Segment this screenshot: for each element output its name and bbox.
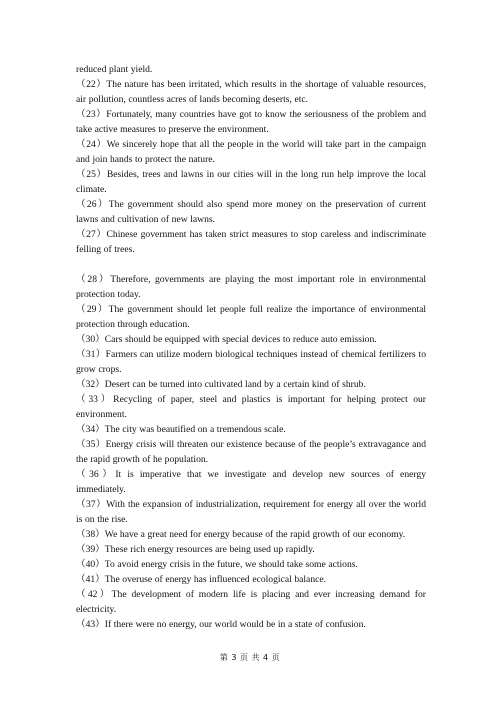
paragraph-continuation: reduced plant yield. bbox=[76, 64, 153, 75]
paragraph-25: （25）Besides, trees and lawns in our cities will in the long run help improve the local climate. bbox=[76, 169, 426, 195]
paragraph-38: （38）We have a great need for energy because of the rapid growth of our economy. bbox=[76, 529, 406, 540]
paragraph-34: （34）The city was beautified on a tremendous scale. bbox=[76, 424, 286, 435]
paragraph-42: （42）The development of modern life is placing and ever increasing demand for electricity. bbox=[76, 589, 426, 615]
paragraph-29: （29）The government should let people full realize the importance of environmental protection through education. bbox=[76, 304, 426, 330]
paragraph-37: （37）With the expansion of industrialization, requirement for energy all over the world is on the rise. bbox=[76, 499, 426, 525]
paragraph-27: （27）Chinese government has taken strict measures to stop careless and indiscriminate felling of trees. bbox=[76, 229, 426, 255]
paragraph-33: （33）Recycling of paper, steel and plastics is important for helping protect our environment. bbox=[76, 394, 426, 420]
blank-line bbox=[76, 257, 426, 272]
paragraph-28: （28）Therefore, governments are playing the most important role in environmental protection today. bbox=[76, 274, 426, 300]
paragraph-26: （26）The government should also spend more money on the preservation of current lawns and cultivation of new lawns. bbox=[76, 199, 426, 225]
page-body bbox=[76, 62, 426, 632]
paragraph-43: （43）If there were no energy, our world would be in a state of confusion. bbox=[76, 619, 366, 630]
paragraph-40: （40）To avoid energy crisis in the future, we should take some actions. bbox=[76, 559, 358, 570]
paragraph-22: （22）The nature has been irritated, which results in the shortage of valuable resources, air pollution, countless acres of lands becoming deserts, etc. bbox=[76, 79, 426, 105]
paragraph-30: （30）Cars should be equipped with special devices to reduce auto emission. bbox=[76, 334, 377, 345]
paragraph-35: （35）Energy crisis will threaten our existence because of the people’s extravagance and the rapid growth of he population. bbox=[76, 439, 426, 465]
paragraph-24: （24）We sincerely hope that all the people in the world will take part in the campaign and join hands to protect the nature. bbox=[76, 139, 426, 165]
paragraph-39: （39）These rich energy resources are being used up rapidly. bbox=[76, 544, 315, 555]
paragraph-36: （36）It is imperative that we investigate and develop new sources of energy immediately. bbox=[76, 469, 426, 495]
paragraph-31: （31）Farmers can utilize modern biological techniques instead of chemical fertilizers to grow crops. bbox=[76, 349, 426, 375]
paragraph-41: （41）The overuse of energy has influenced ecological balance. bbox=[76, 574, 327, 585]
paragraph-32: （32）Desert can be turned into cultivated land by a certain kind of shrub. bbox=[76, 379, 366, 390]
page-number-footer: 第 3 页 共 4 页 bbox=[219, 653, 281, 662]
paragraph-23: （23）Fortunately, many countries have got to know the seriousness of the problem and take active measures to preserve the environment. bbox=[76, 109, 426, 135]
